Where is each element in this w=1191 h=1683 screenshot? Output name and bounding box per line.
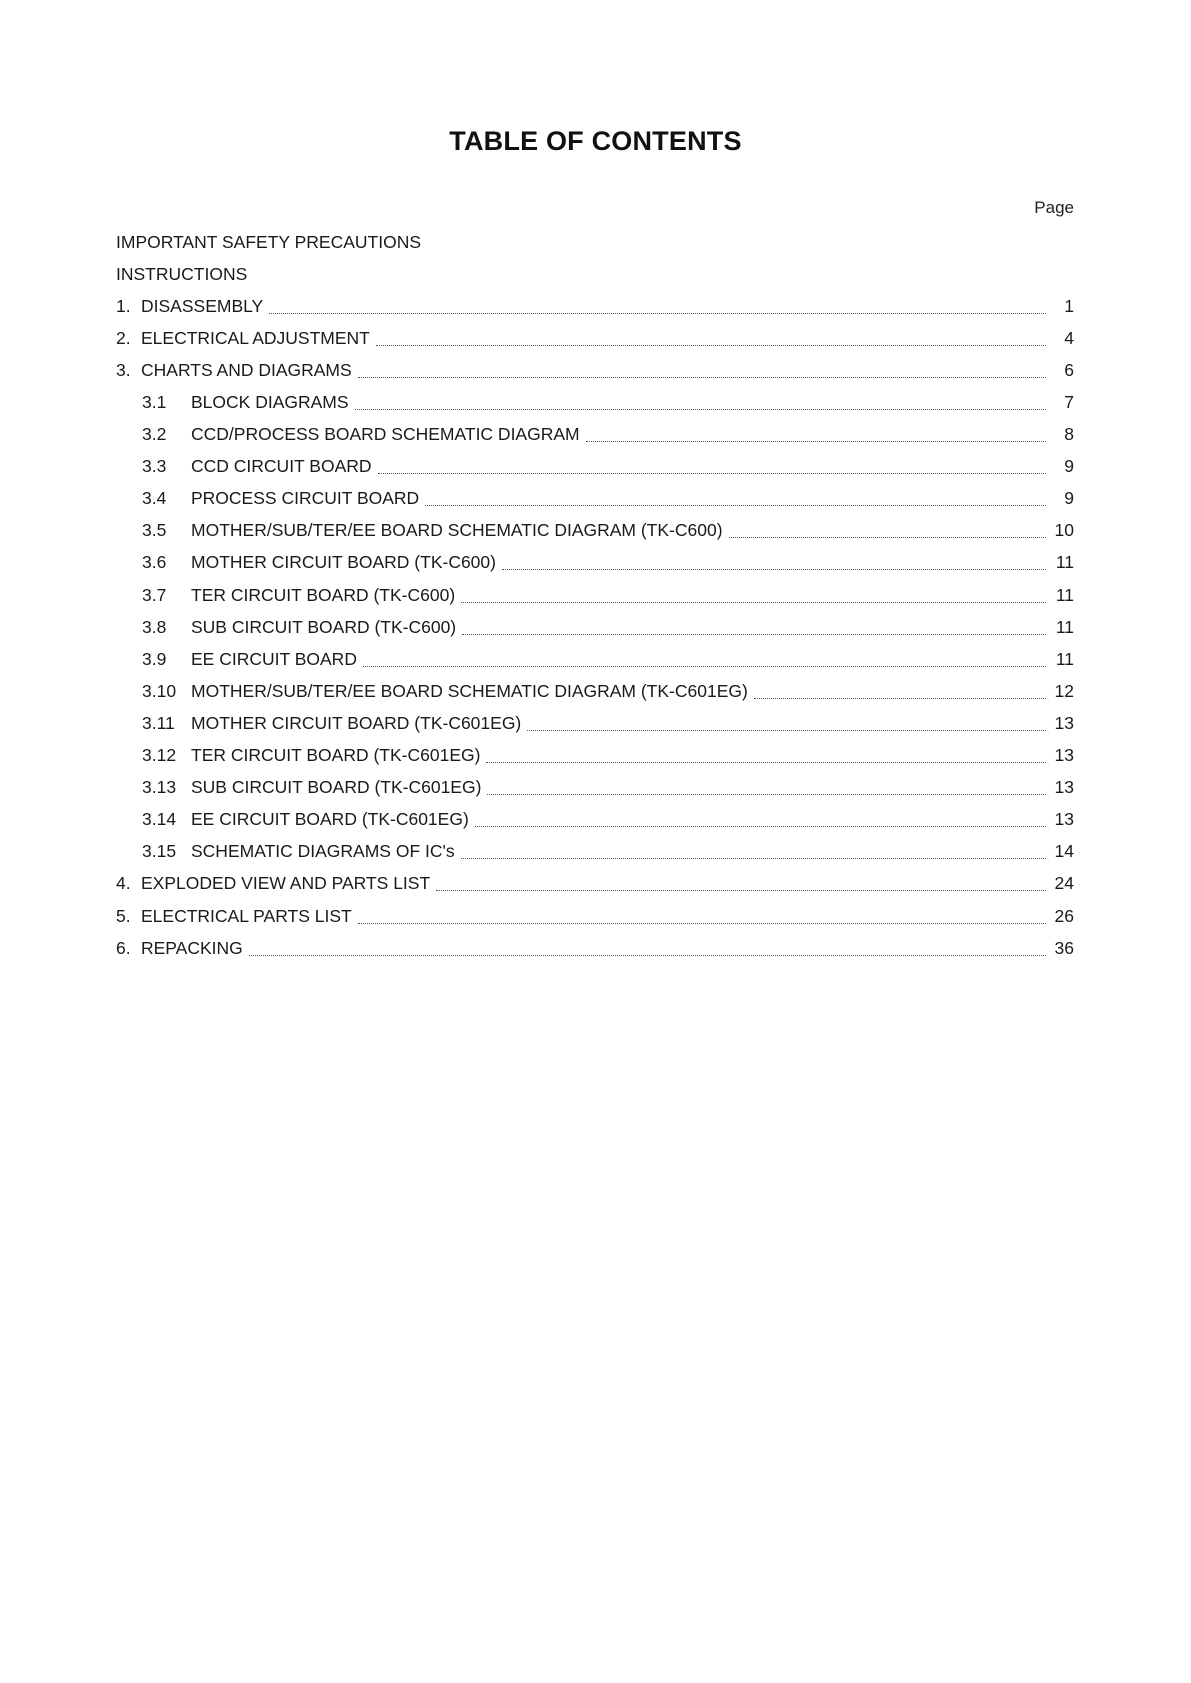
toc-entry-page: 24 — [1054, 873, 1074, 894]
toc-entry-page: 9 — [1064, 488, 1074, 509]
toc-entry-label: ELECTRICAL ADJUSTMENT — [141, 327, 370, 348]
toc-entry-label: CHARTS AND DIAGRAMS — [141, 359, 352, 380]
toc-entry-label: INSTRUCTIONS — [116, 263, 248, 284]
toc-subentry — [116, 740, 1074, 772]
toc-subentry — [116, 675, 1074, 707]
toc-subentry — [116, 643, 1074, 675]
toc-subentry — [116, 836, 1074, 868]
toc-entry-page: 8 — [1064, 424, 1074, 445]
dot-leader — [475, 826, 1046, 827]
toc-subentry — [116, 419, 1074, 451]
toc-subentry — [116, 483, 1074, 515]
toc-entry — [116, 322, 1074, 354]
dot-leader — [486, 762, 1046, 763]
toc-entry-label: MOTHER/SUB/TER/EE BOARD SCHEMATIC DIAGRAM (TK-C600) — [191, 520, 723, 541]
toc-entry — [116, 290, 1074, 322]
toc-subentry — [116, 451, 1074, 483]
toc-entry — [116, 868, 1074, 900]
toc-subentry — [116, 386, 1074, 418]
dot-leader — [363, 666, 1046, 667]
toc-entry-page: 36 — [1054, 937, 1074, 958]
toc-entry-number: 3.11 — [142, 712, 175, 733]
toc-entry-label: MOTHER/SUB/TER/EE BOARD SCHEMATIC DIAGRAM (TK-C601EG) — [191, 680, 748, 701]
toc-entry-label: BLOCK DIAGRAMS — [191, 392, 349, 413]
toc-entry-page: 9 — [1064, 456, 1074, 477]
dot-leader — [461, 602, 1046, 603]
dot-leader — [527, 730, 1046, 731]
toc-entry-page: 1 — [1064, 295, 1074, 316]
toc-entry-number: 3. — [116, 359, 131, 380]
toc-entry-page: 11 — [1055, 648, 1074, 669]
toc-entry-page: 11 — [1055, 584, 1074, 605]
toc-entry-number: 3.15 — [142, 841, 177, 862]
toc-subentry — [116, 707, 1074, 739]
toc-entry-label: TER CIRCUIT BOARD (TK-C600) — [191, 584, 456, 605]
toc-entry-number: 3.13 — [142, 777, 177, 798]
toc-entry-number: 3.7 — [142, 584, 167, 605]
toc-entry-number: 3.14 — [142, 809, 177, 830]
toc-entry-page: 26 — [1054, 905, 1074, 926]
toc-subentry — [116, 515, 1074, 547]
toc-entry-number: 3.12 — [142, 745, 177, 766]
toc-entry-label: ELECTRICAL PARTS LIST — [141, 905, 352, 926]
toc-entry-label: EE CIRCUIT BOARD (TK-C601EG) — [191, 809, 469, 830]
toc-entry-number: 5. — [116, 905, 131, 926]
toc-entry-number: 3.10 — [142, 680, 177, 701]
dot-leader — [376, 345, 1046, 346]
dot-leader — [249, 955, 1046, 956]
toc-entry-number: 3.1 — [142, 392, 167, 413]
dot-leader — [754, 698, 1046, 699]
dot-leader — [462, 634, 1046, 635]
toc-entry-label: EXPLODED VIEW AND PARTS LIST — [141, 873, 431, 894]
toc-entry-number: 3.2 — [142, 424, 167, 445]
toc-entry-label: REPACKING — [141, 937, 243, 958]
toc-entry-number: 6. — [116, 937, 131, 958]
toc-entry-page: 14 — [1054, 841, 1074, 862]
toc-entry — [116, 258, 1074, 290]
toc-entry-page: 13 — [1054, 712, 1074, 733]
toc-entry-label: SUB CIRCUIT BOARD (TK-C600) — [191, 616, 457, 637]
page-column-header: Page — [1034, 198, 1074, 217]
toc-entry-number: 3.4 — [142, 488, 167, 509]
toc-entry-page: 12 — [1054, 680, 1074, 701]
toc-entry — [116, 932, 1074, 964]
toc-entry-number: 3.6 — [142, 552, 167, 573]
toc-entry — [116, 354, 1074, 386]
toc-entry-label: MOTHER CIRCUIT BOARD (TK-C601EG) — [191, 712, 522, 733]
toc-entry-page: 13 — [1054, 809, 1074, 830]
toc-entry-label: EE CIRCUIT BOARD — [191, 648, 357, 669]
dot-leader — [269, 313, 1046, 314]
toc-entry-page: 13 — [1054, 777, 1074, 798]
toc-entry-page: 11 — [1055, 616, 1074, 637]
toc-subentry — [116, 579, 1074, 611]
toc-subentry — [116, 611, 1074, 643]
toc-subentry — [116, 547, 1074, 579]
toc-entry-page: 11 — [1055, 552, 1074, 573]
dot-leader — [586, 441, 1046, 442]
dot-leader — [358, 923, 1046, 924]
page-title: TABLE OF CONTENTS — [449, 126, 742, 156]
dot-leader — [461, 858, 1046, 859]
dot-leader — [358, 377, 1046, 378]
toc-entry-label: MOTHER CIRCUIT BOARD (TK-C600) — [191, 552, 496, 573]
toc-entry-label: PROCESS CIRCUIT BOARD — [191, 488, 420, 509]
toc-entry-label: TER CIRCUIT BOARD (TK-C601EG) — [191, 745, 481, 766]
toc-entry-number: 3.9 — [142, 648, 167, 669]
dot-leader — [425, 505, 1046, 506]
toc-entry — [116, 226, 1074, 258]
toc-subentry — [116, 804, 1074, 836]
toc-entry-label: CCD CIRCUIT BOARD — [191, 456, 372, 477]
toc-entry-number: 3.5 — [142, 520, 167, 541]
toc-entry-label: DISASSEMBLY — [141, 295, 264, 316]
toc-entry-label: CCD/PROCESS BOARD SCHEMATIC DIAGRAM — [191, 424, 580, 445]
toc-entry-number: 3.8 — [142, 616, 167, 637]
toc-subentry — [116, 772, 1074, 804]
toc-entry-page: 7 — [1064, 392, 1074, 413]
toc-entry-label: SCHEMATIC DIAGRAMS OF IC's — [191, 841, 455, 862]
toc-entry-label: IMPORTANT SAFETY PRECAUTIONS — [116, 231, 422, 252]
toc-entry-number: 1. — [116, 295, 131, 316]
toc-entry — [116, 900, 1074, 932]
toc-entry-number: 3.3 — [142, 456, 167, 477]
toc-entry-page: 4 — [1064, 327, 1074, 348]
dot-leader — [355, 409, 1046, 410]
toc-entry-page: 6 — [1064, 359, 1074, 380]
toc-list — [116, 226, 1074, 964]
dot-leader — [378, 473, 1046, 474]
dot-leader — [729, 537, 1046, 538]
toc-entry-label: SUB CIRCUIT BOARD (TK-C601EG) — [191, 777, 482, 798]
dot-leader — [436, 890, 1046, 891]
dot-leader — [487, 794, 1046, 795]
toc-entry-page: 13 — [1054, 745, 1074, 766]
toc-entry-number: 4. — [116, 873, 131, 894]
toc-entry-number: 2. — [116, 327, 131, 348]
toc-entry-page: 10 — [1054, 520, 1074, 541]
dot-leader — [502, 569, 1046, 570]
